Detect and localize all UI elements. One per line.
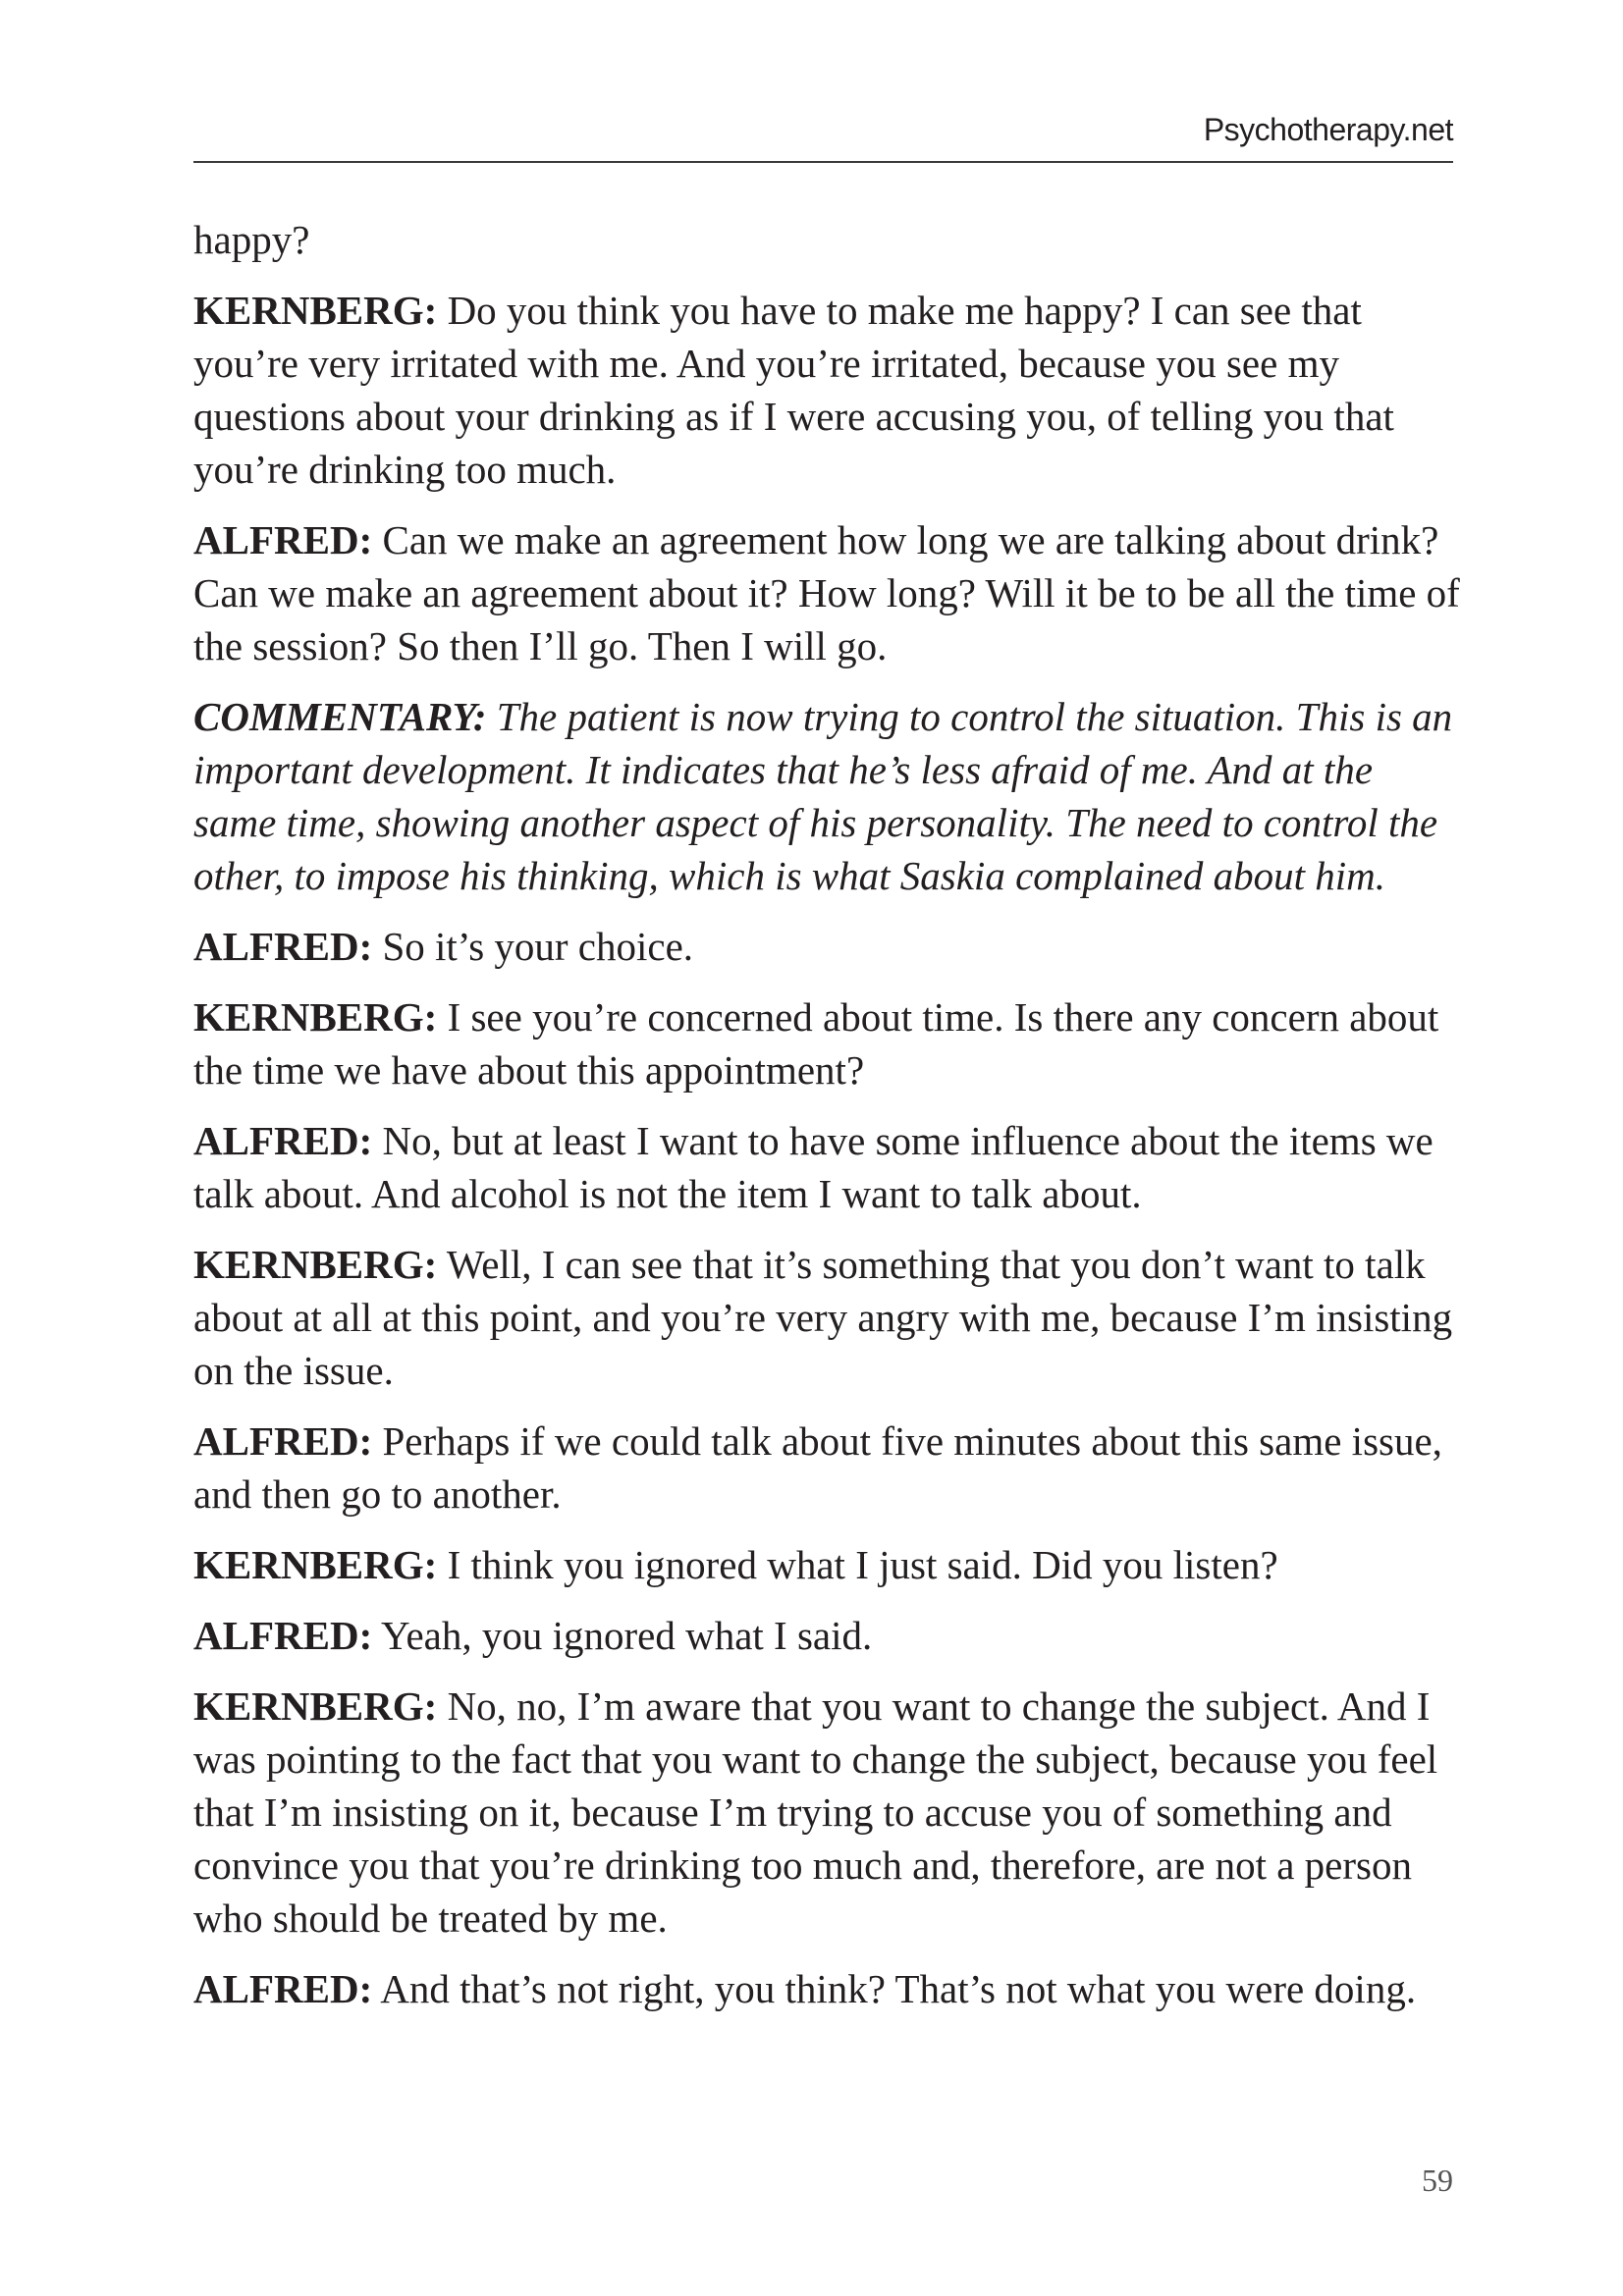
transcript-paragraph xyxy=(193,1609,1460,1662)
transcript-body xyxy=(193,213,1460,2033)
transcript-paragraph xyxy=(193,513,1460,672)
transcript-paragraph xyxy=(193,1538,1460,1591)
speaker-label: KERNBERG: xyxy=(193,288,438,333)
dialogue-text: I see you’re concerned about time. Is there any concern about the time we have about this appointment? xyxy=(193,994,1439,1093)
dialogue-text: So it’s your choice. xyxy=(372,924,694,969)
transcript-paragraph xyxy=(193,1962,1460,2015)
speaker-label: ALFRED: xyxy=(193,1966,373,2011)
transcript-paragraph xyxy=(193,920,1460,973)
dialogue-text: Do you think you have to make me happy? I can see that you’re very irritated with me. And you’re irritated, because you see my questions about your drinking as if I were accusing you, of telling you that you’re drinking too much. xyxy=(193,288,1394,492)
commentary-text: The patient is now trying to control the situation. This is an important development. It indicates that he’s less afraid of me. And at the same time, showing another aspect of his personality. The need to control the other, to impose his thinking, which is what Saskia complained about him. xyxy=(193,694,1453,898)
dialogue-text: Perhaps if we could talk about five minutes about this same issue, and then go to another. xyxy=(193,1418,1442,1517)
dialogue-text: And that’s not right, you think? That’s not what you were doing. xyxy=(372,1966,1417,2011)
dialogue-text: Can we make an agreement how long we are talking about drink? Can we make an agreement about it? How long? Will it be to be all the time of the session? So then I’ll go. Then I will go. xyxy=(193,517,1460,668)
speaker-label: KERNBERG: xyxy=(193,1242,438,1287)
transcript-paragraph xyxy=(193,213,1460,266)
page-number: 59 xyxy=(1422,2163,1453,2198)
speaker-label: KERNBERG: xyxy=(193,1683,438,1729)
speaker-label: ALFRED: xyxy=(193,1613,373,1658)
speaker-label: KERNBERG: xyxy=(193,1542,438,1587)
transcript-paragraph xyxy=(193,284,1460,496)
transcript-paragraph xyxy=(193,1238,1460,1397)
transcript-paragraph xyxy=(193,1680,1460,1945)
running-header xyxy=(193,108,1453,163)
speaker-label: ALFRED: xyxy=(193,517,373,562)
transcript-paragraph xyxy=(193,990,1460,1096)
dialogue-text: I think you ignored what I just said. Did you listen? xyxy=(437,1542,1278,1587)
speaker-label: KERNBERG: xyxy=(193,994,438,1040)
dialogue-text: happy? xyxy=(193,217,310,262)
speaker-label: ALFRED: xyxy=(193,1118,373,1163)
speaker-label: ALFRED: xyxy=(193,1418,373,1464)
transcript-paragraph xyxy=(193,1415,1460,1521)
commentary-label: COMMENTARY: xyxy=(193,694,487,739)
dialogue-text: Well, I can see that it’s something that you don’t want to talk about at all at this point, and you’re very angry with me, because I’m insisting on the issue. xyxy=(193,1242,1453,1393)
transcript-paragraph xyxy=(193,1114,1460,1220)
dialogue-text: No, no, I’m aware that you want to change the subject. And I was pointing to the fact that you want to change the subject, because you feel that I’m insisting on it, because I’m trying to accuse you of something and convince you that you’re drinking too much and, therefore, are not a person who should be treated by me. xyxy=(193,1683,1438,1941)
commentary-paragraph xyxy=(193,690,1460,902)
header-site-name: Psychotherapy.net xyxy=(1203,112,1453,147)
speaker-label: ALFRED: xyxy=(193,924,373,969)
dialogue-text: No, but at least I want to have some influence about the items we talk about. And alcohol is not the item I want to talk about. xyxy=(193,1118,1434,1216)
dialogue-text: Yeah, you ignored what I said. xyxy=(372,1613,873,1658)
